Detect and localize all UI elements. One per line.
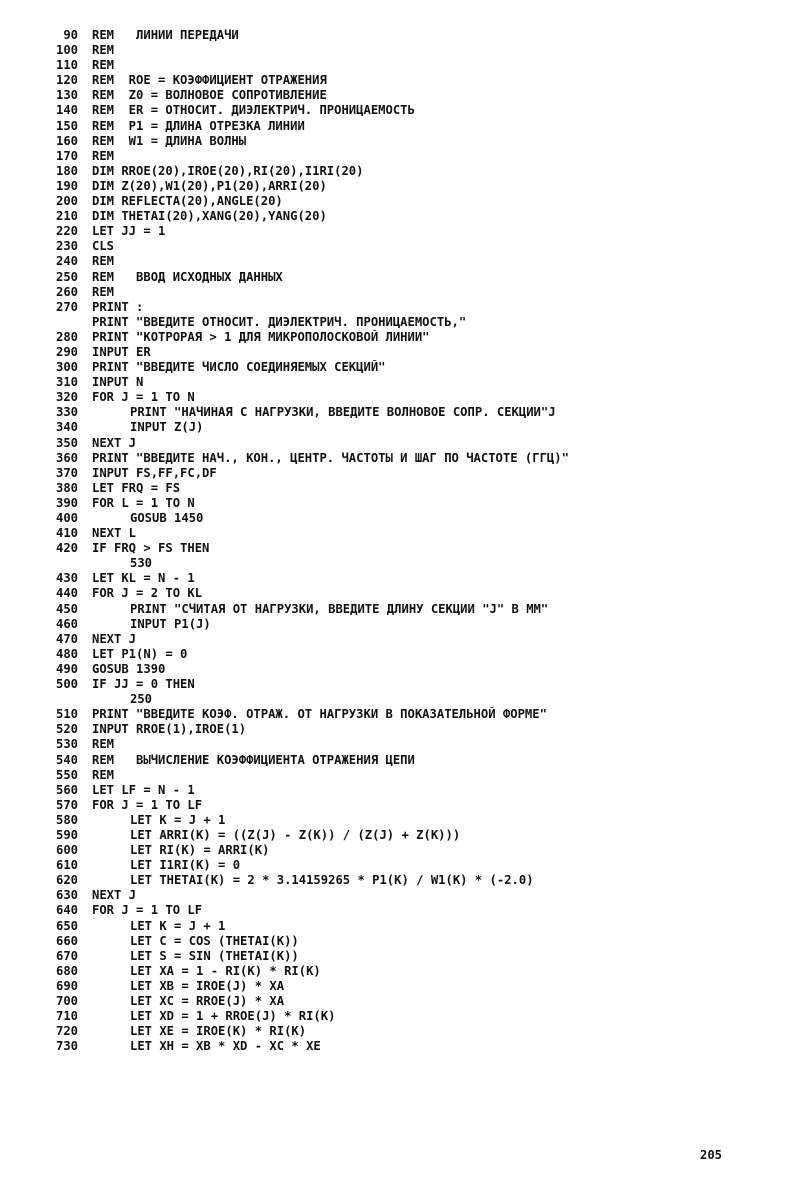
line-number: 390: [55, 495, 78, 510]
code-line: [40, 722, 770, 737]
code-text: LET THETAI(K) = 2 * 3.14159265 * P1(K) / W1(K) * (-2.0): [130, 873, 534, 888]
code-text: INPUT P1(J): [130, 616, 211, 631]
code-text: INPUT FS,FF,FC,DF: [92, 465, 217, 480]
line-number: 410: [55, 526, 78, 541]
line-number: 270: [55, 299, 78, 314]
line-number: 510: [55, 707, 78, 722]
code-line: [40, 919, 770, 934]
code-line: [40, 843, 770, 858]
code-text: LET JJ = 1: [92, 224, 166, 239]
code-text: NEXT J: [92, 631, 137, 646]
line-number: 220: [55, 224, 78, 239]
code-line: [40, 330, 770, 345]
line-number: 350: [55, 435, 78, 450]
code-text: LET XD = 1 + RROE(J) * RI(K): [130, 1009, 336, 1024]
line-number: 250: [55, 269, 78, 284]
code-line: [40, 556, 770, 571]
code-text: PRINT "ВВЕДИТЕ НАЧ., КОН., ЦЕНТР. ЧАСТОТЫ И ШАГ ПО ЧАСТОТЕ (ГГЦ)": [92, 450, 569, 465]
line-number: 690: [55, 978, 78, 993]
code-text: FOR J = 1 TO LF: [92, 797, 203, 812]
code-line: [40, 239, 770, 254]
line-number: 630: [55, 888, 78, 903]
code-text: PRINT "ВВЕДИТЕ ОТНОСИТ. ДИЭЛЕКТРИЧ. ПРОНИЦАЕМОСТЬ,": [92, 314, 467, 329]
code-text: PRINT "ВВЕДИТЕ ЧИСЛО СОЕДИНЯЕМЫХ СЕКЦИЙ": [92, 360, 386, 375]
line-number: 340: [55, 420, 78, 435]
code-text: REM ER = ОТНОСИТ. ДИЭЛЕКТРИЧ. ПРОНИЦАЕМОСТЬ: [92, 103, 415, 118]
line-number: 560: [55, 782, 78, 797]
code-line: [40, 541, 770, 556]
code-text: REM: [92, 148, 115, 163]
line-number: 420: [55, 541, 78, 556]
code-line: [40, 360, 770, 375]
code-text: LET XB = IROE(J) * XA: [130, 978, 285, 993]
code-text: GOSUB 1390: [92, 661, 166, 676]
code-text: REM: [92, 284, 115, 299]
code-text: DIM Z(20),W1(20),P1(20),ARRI(20): [92, 178, 327, 193]
line-number: 720: [55, 1024, 78, 1039]
line-number: 180: [55, 163, 78, 178]
code-line: [40, 58, 770, 73]
code-line: [40, 134, 770, 149]
line-number: 590: [55, 827, 78, 842]
code-text: REM ROE = КОЭФФИЦИЕНТ ОТРАЖЕНИЯ: [92, 73, 327, 88]
code-line: [40, 73, 770, 88]
line-number: 680: [55, 963, 78, 978]
code-text: 530: [130, 556, 153, 571]
code-line: [40, 994, 770, 1009]
code-line: [40, 903, 770, 918]
line-number: 260: [55, 284, 78, 299]
code-line: [40, 586, 770, 601]
code-line: [40, 617, 770, 632]
code-line: [40, 390, 770, 405]
code-line: [40, 300, 770, 315]
code-text: REM ЛИНИИ ПЕРЕДАЧИ: [92, 28, 239, 42]
line-number: 100: [55, 43, 78, 58]
line-number: 400: [55, 511, 78, 525]
line-number: 360: [55, 450, 78, 465]
line-number: 440: [55, 586, 78, 601]
code-line: [40, 753, 770, 768]
line-number: 450: [55, 601, 78, 616]
line-number: 170: [55, 148, 78, 163]
code-line: [40, 737, 770, 752]
line-number: 190: [55, 178, 78, 193]
code-line: [40, 858, 770, 873]
line-number: 330: [55, 405, 78, 420]
line-number: 130: [55, 88, 78, 103]
line-number: 230: [55, 239, 78, 254]
code-line: [40, 103, 770, 118]
code-line: [40, 315, 770, 330]
code-line: [40, 209, 770, 224]
code-line: [40, 692, 770, 707]
code-line: [40, 526, 770, 541]
line-number: 150: [55, 118, 78, 133]
code-text: FOR J = 2 TO KL: [92, 586, 203, 601]
line-number: 570: [55, 797, 78, 812]
code-line: [40, 1039, 770, 1054]
code-text: REM: [92, 254, 115, 269]
code-line: [40, 254, 770, 269]
code-text: REM P1 = ДЛИНА ОТРЕЗКА ЛИНИИ: [92, 118, 305, 133]
line-number: [40, 315, 78, 330]
code-text: DIM THETAI(20),XANG(20),YANG(20): [92, 209, 327, 224]
code-text: LET XA = 1 - RI(K) * RI(K): [130, 963, 321, 978]
code-text: REM: [92, 58, 115, 73]
code-line: [40, 345, 770, 360]
code-text: LET XE = IROE(K) * RI(K): [130, 1024, 307, 1039]
line-number: 520: [55, 722, 78, 737]
code-text: PRINT "НАЧИНАЯ С НАГРУЗКИ, ВВЕДИТЕ ВОЛНОВОЕ СОПР. СЕКЦИИ"J: [130, 405, 556, 420]
line-number: 660: [55, 933, 78, 948]
line-number: [40, 556, 78, 571]
code-text: DIM RROE(20),IROE(20),RI(20),I1RI(20): [92, 163, 364, 178]
code-line: [40, 798, 770, 813]
code-line: [40, 571, 770, 586]
code-text: IF FRQ > FS THEN: [92, 541, 210, 556]
code-line: [40, 602, 770, 617]
code-line: [40, 224, 770, 239]
line-number: 470: [55, 631, 78, 646]
code-text: LET K = J + 1: [130, 812, 226, 827]
code-text: LET XC = RROE(J) * XA: [130, 994, 285, 1008]
code-text: LET LF = N - 1: [92, 782, 195, 797]
code-line: [40, 451, 770, 466]
line-number: 380: [55, 480, 78, 495]
code-line: [40, 420, 770, 435]
code-text: LET S = SIN (THETAI(K)): [130, 948, 299, 963]
line-number: 290: [55, 344, 78, 359]
line-number: 280: [55, 329, 78, 344]
code-line: [40, 496, 770, 511]
line-number: 320: [55, 390, 78, 405]
line-number: 480: [55, 646, 78, 661]
code-text: INPUT Z(J): [130, 420, 204, 435]
code-text: IF JJ = 0 THEN: [92, 677, 195, 692]
code-text: FOR J = 1 TO LF: [92, 903, 203, 918]
code-text: REM ВВОД ИСХОДНЫХ ДАННЫХ: [92, 269, 283, 284]
code-text: LET RI(K) = ARRI(K): [130, 843, 270, 858]
code-line: [40, 436, 770, 451]
code-line: [40, 164, 770, 179]
code-line: [40, 285, 770, 300]
line-number: 460: [55, 616, 78, 631]
code-line: [40, 466, 770, 481]
code-text: DIM REFLECTA(20),ANGLE(20): [92, 194, 283, 209]
code-text: PRINT "СЧИТАЯ ОТ НАГРУЗКИ, ВВЕДИТЕ ДЛИНУ СЕКЦИИ "J" В ММ": [130, 601, 549, 616]
line-number: 370: [55, 465, 78, 480]
code-line: [40, 149, 770, 164]
code-text: REM: [92, 43, 115, 58]
code-text: LET KL = N - 1: [92, 571, 195, 586]
code-text: REM: [92, 767, 115, 782]
code-text: LET P1(N) = 0: [92, 646, 188, 661]
line-number: 710: [55, 1009, 78, 1024]
line-number: 730: [55, 1039, 78, 1054]
line-number: 620: [55, 873, 78, 888]
code-text: 250: [130, 692, 153, 707]
line-number: 530: [55, 737, 78, 752]
code-text: NEXT L: [92, 526, 137, 541]
line-number: 600: [55, 843, 78, 858]
code-text: PRINT :: [92, 299, 144, 314]
line-number: 540: [55, 752, 78, 767]
line-number: 580: [55, 812, 78, 827]
line-number: 90: [63, 28, 78, 42]
line-number: 240: [55, 254, 78, 269]
code-text: PRINT "КОТРОРАЯ > 1 ДЛЯ МИКРОПОЛОСКОВОЙ ЛИНИИ": [92, 329, 430, 344]
line-number: [40, 692, 78, 707]
code-line: [40, 707, 770, 722]
code-line: [40, 43, 770, 58]
code-text: INPUT RROE(1),IROE(1): [92, 722, 247, 737]
code-text: NEXT J: [92, 435, 137, 450]
code-line: [40, 647, 770, 662]
code-line: [40, 405, 770, 420]
line-number: 670: [55, 948, 78, 963]
code-line: [40, 119, 770, 134]
code-text: GOSUB 1450: [130, 511, 204, 525]
code-text: CLS: [92, 239, 115, 254]
line-number: 650: [55, 918, 78, 933]
code-line: [40, 873, 770, 888]
code-line: [40, 28, 770, 43]
line-number: 140: [55, 103, 78, 118]
line-number: 490: [55, 661, 78, 676]
code-line: [40, 88, 770, 103]
code-text: LET K = J + 1: [130, 918, 226, 933]
line-number: 210: [55, 209, 78, 224]
code-line: [40, 1024, 770, 1039]
line-number: 120: [55, 73, 78, 88]
line-number: 610: [55, 858, 78, 873]
line-number: 640: [55, 903, 78, 918]
code-text: REM ВЫЧИСЛЕНИЕ КОЭФФИЦИЕНТА ОТРАЖЕНИЯ ЦЕПИ: [92, 752, 415, 767]
code-text: LET C = COS (THETAI(K)): [130, 933, 299, 948]
code-line: [40, 1009, 770, 1024]
line-number: 500: [55, 677, 78, 692]
line-number: 200: [55, 194, 78, 209]
code-line: [40, 934, 770, 949]
code-text: REM: [92, 737, 115, 752]
line-number: 700: [55, 994, 78, 1008]
code-line: [40, 828, 770, 843]
code-text: INPUT ER: [92, 344, 151, 359]
code-text: INPUT N: [92, 375, 144, 390]
code-line: [40, 481, 770, 496]
code-line: [40, 632, 770, 647]
code-text: REM Z0 = ВОЛНОВОЕ СОПРОТИВЛЕНИЕ: [92, 88, 327, 103]
code-text: NEXT J: [92, 888, 137, 903]
code-text: PRINT "ВВЕДИТЕ КОЭФ. ОТРАЖ. ОТ НАГРУЗКИ В ПОКАЗАТЕЛЬНОЙ ФОРМЕ": [92, 707, 547, 722]
program-listing: [40, 28, 770, 1054]
code-text: LET XH = XB * XD - XC * XE: [130, 1039, 321, 1054]
line-number: 160: [55, 133, 78, 148]
code-text: FOR J = 1 TO N: [92, 390, 195, 405]
line-number: 310: [55, 375, 78, 390]
line-number: 300: [55, 360, 78, 375]
code-line: [40, 662, 770, 677]
line-number: 550: [55, 767, 78, 782]
code-line: [40, 768, 770, 783]
code-line: [40, 179, 770, 194]
code-line: [40, 783, 770, 798]
code-line: [40, 270, 770, 285]
code-line: [40, 964, 770, 979]
code-line: [40, 979, 770, 994]
line-number: 430: [55, 571, 78, 586]
code-text: LET I1RI(K) = 0: [130, 858, 241, 873]
code-text: LET ARRI(K) = ((Z(J) - Z(K)) / (Z(J) + Z(K))): [130, 827, 461, 842]
code-line: [40, 813, 770, 828]
code-line: [40, 375, 770, 390]
code-text: FOR L = 1 TO N: [92, 495, 195, 510]
code-line: [40, 511, 770, 526]
code-line: [40, 677, 770, 692]
page-number: 205: [700, 1148, 723, 1162]
code-text: REM W1 = ДЛИНА ВОЛНЫ: [92, 133, 247, 148]
code-line: [40, 949, 770, 964]
line-number: 110: [55, 58, 78, 73]
code-line: [40, 888, 770, 903]
code-line: [40, 194, 770, 209]
code-text: LET FRQ = FS: [92, 480, 181, 495]
